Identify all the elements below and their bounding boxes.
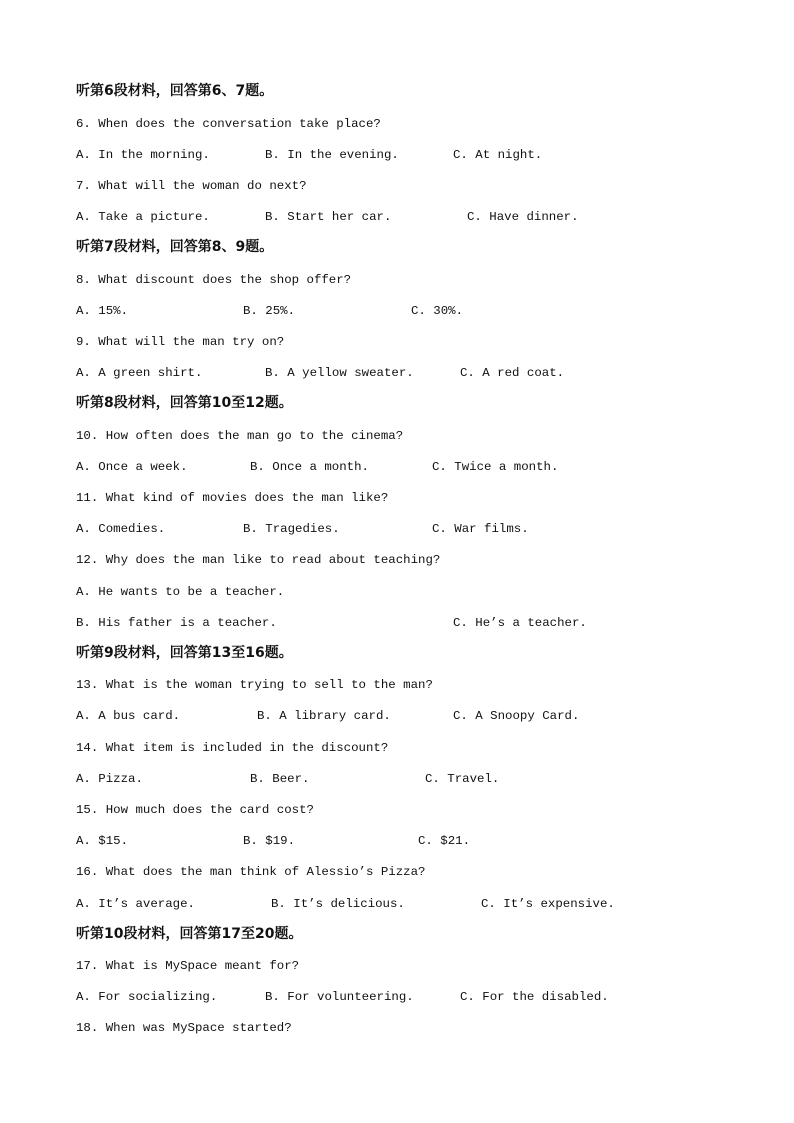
option-b: B. It’s delicious. [271,897,405,911]
option-c: C. For the disabled. [460,990,609,1004]
question-text: 17. What is MySpace meant for? [76,959,300,973]
option-a: A. In the morning. [76,148,210,162]
section-heading: 听第8段材料，回答第10至12题。 [76,395,293,411]
option-a: A. For socializing. [76,990,218,1004]
option-a: A. Once a week. [76,460,188,474]
section-heading: 听第10段材料，回答第17至20题。 [76,926,303,942]
option-a: A. He wants to be a teacher. [76,585,285,599]
option-c: C. 30%. [411,304,464,318]
option-c: C. War films. [432,522,529,536]
question-text: 13. What is the woman trying to sell to the man? [76,678,433,692]
option-a: A. A bus card. [76,709,181,723]
option-b: B. A library card. [257,709,391,723]
option-c: C. At night. [453,148,543,162]
option-b: B. A yellow sweater. [265,366,414,380]
option-b: B. Once a month. [250,460,369,474]
question-text: 10. How often does the man go to the cinema? [76,429,404,443]
question-text: 16. What does the man think of Alessio’s Pizza? [76,865,426,879]
question-text: 7. What will the woman do next? [76,179,307,193]
option-a: A. 15%. [76,304,129,318]
option-c: C. It’s expensive. [481,897,615,911]
question-text: 14. What item is included in the discount? [76,741,389,755]
question-text: 18. When was MySpace started? [76,1021,292,1035]
option-c: C. Have dinner. [467,210,579,224]
section-heading: 听第7段材料，回答第8、9题。 [76,239,274,255]
option-a: A. It’s average. [76,897,195,911]
option-c: C. Twice a month. [432,460,559,474]
option-a: A. Comedies. [76,522,166,536]
question-text: 8. What discount does the shop offer? [76,273,352,287]
option-b: B. His father is a teacher. [76,616,277,630]
question-text: 11. What kind of movies does the man like? [76,491,389,505]
option-c: C. Travel. [425,772,500,786]
option-c: C. A Snoopy Card. [453,709,580,723]
section-heading: 听第9段材料，回答第13至16题。 [76,645,293,661]
option-c: C. He’s a teacher. [453,616,587,630]
option-b: B. Start her car. [265,210,392,224]
option-b: B. Tragedies. [243,522,340,536]
option-b: B. Beer. [250,772,310,786]
option-b: B. In the evening. [265,148,399,162]
section-heading: 听第6段材料，回答第6、7题。 [76,83,274,99]
option-b: B. 25%. [243,304,296,318]
option-a: A. Pizza. [76,772,143,786]
question-text: 6. When does the conversation take place? [76,117,381,131]
option-a: A. A green shirt. [76,366,203,380]
question-text: 12. Why does the man like to read about teaching? [76,553,441,567]
option-c: C. A red coat. [460,366,565,380]
option-a: A. Take a picture. [76,210,210,224]
question-text: 15. How much does the card cost? [76,803,314,817]
question-text: 9. What will the man try on? [76,335,285,349]
option-a: A. $15. [76,834,129,848]
option-b: B. For volunteering. [265,990,414,1004]
option-b: B. $19. [243,834,296,848]
option-c: C. $21. [418,834,471,848]
